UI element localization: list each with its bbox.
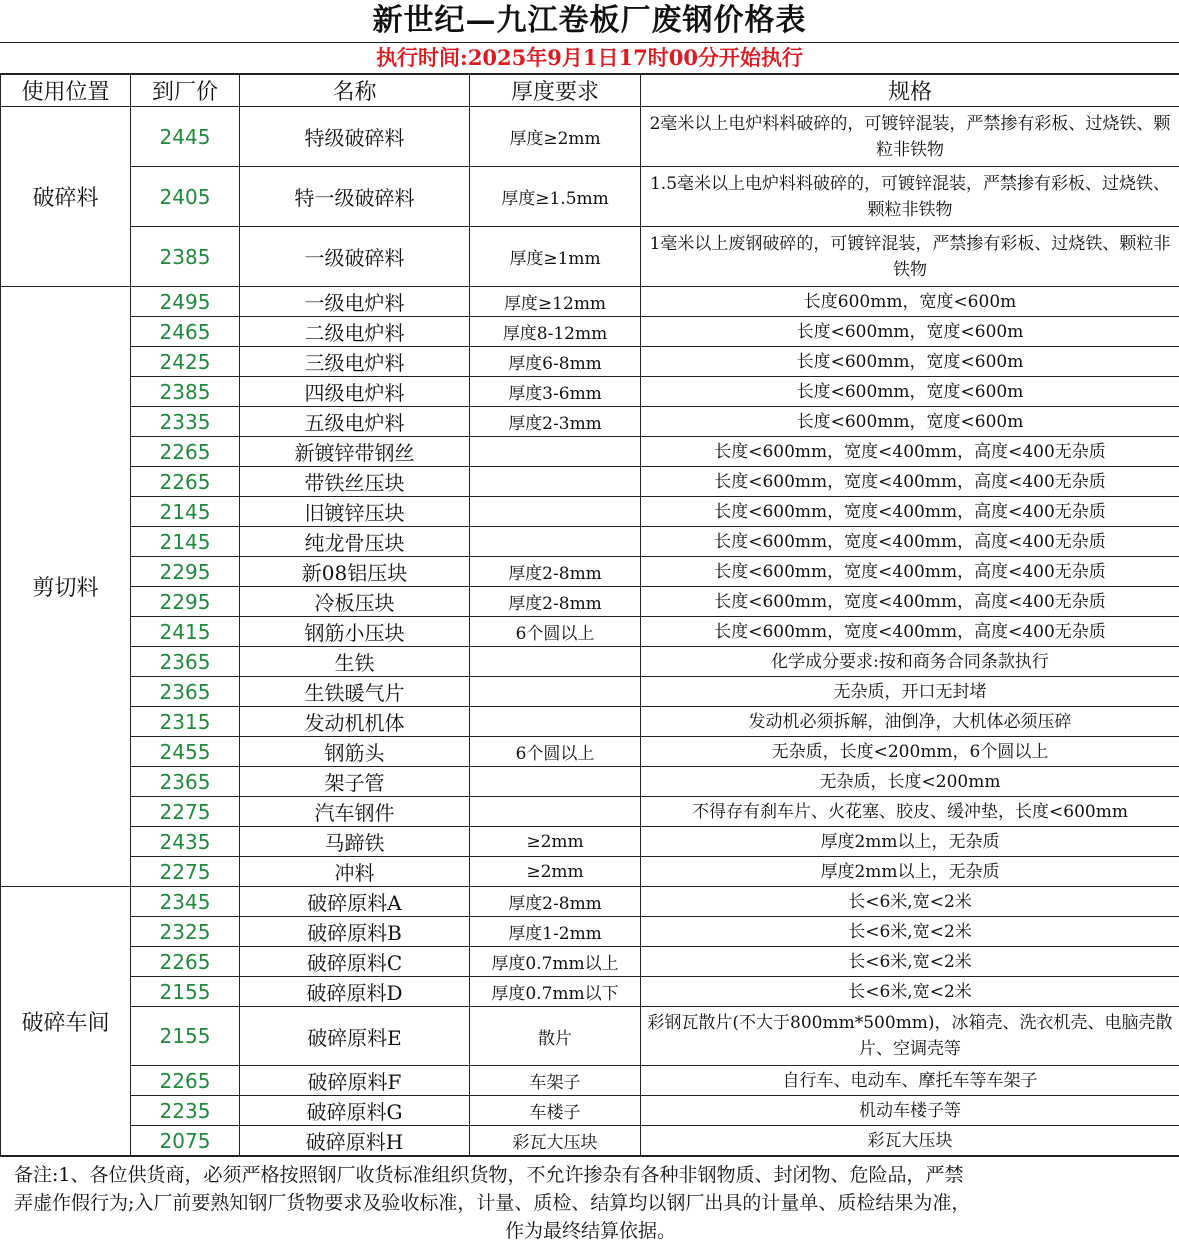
thickness-cell bbox=[470, 437, 641, 467]
spec-cell: 长度<600mm，宽度<600m bbox=[641, 407, 1179, 437]
spec-cell: 长<6米,宽<2米 bbox=[641, 947, 1179, 977]
spec-cell: 1.5毫米以上电炉料料破碎的，可镀锌混装，严禁掺有彩板、过烧铁、颗粒非铁物 bbox=[641, 167, 1179, 227]
price-cell: 2275 bbox=[131, 797, 240, 827]
remark-line-3: 作为最终结算依据。 bbox=[504, 1220, 676, 1242]
name-cell: 破碎原料B bbox=[240, 917, 470, 947]
table-row bbox=[1, 377, 1179, 407]
name-cell: 带铁丝压块 bbox=[240, 467, 470, 497]
header-price: 到厂价 bbox=[131, 75, 240, 107]
spec-cell: 长度600mm，宽度<600m bbox=[641, 287, 1179, 317]
spec-cell: 长度<600mm，宽度<400mm，高度<400无杂质 bbox=[641, 587, 1179, 617]
thickness-cell: 厚度2-3mm bbox=[470, 407, 641, 437]
name-cell: 发动机机体 bbox=[240, 707, 470, 737]
remark-line-2: 弄虚作假行为;入厂前要熟知钢厂货物要求及验收标准，计量、质检、结算均以钢厂出具的计量单、质检结果为准， bbox=[14, 1192, 971, 1214]
table-row bbox=[1, 1066, 1179, 1096]
effective-time: 执行时间:2025年9月1日17时00分开始执行 bbox=[0, 43, 1179, 74]
price-cell: 2295 bbox=[131, 587, 240, 617]
name-cell: 冲料 bbox=[240, 857, 470, 887]
spec-cell: 厚度2mm以上，无杂质 bbox=[641, 827, 1179, 857]
name-cell: 汽车钢件 bbox=[240, 797, 470, 827]
price-cell: 2435 bbox=[131, 827, 240, 857]
price-cell: 2495 bbox=[131, 287, 240, 317]
spec-cell: 长度<600mm，宽度<600m bbox=[641, 317, 1179, 347]
table-row bbox=[1, 407, 1179, 437]
thickness-cell bbox=[470, 707, 641, 737]
table-row bbox=[1, 1126, 1179, 1156]
spec-cell: 厚度2mm以上，无杂质 bbox=[641, 857, 1179, 887]
table-row bbox=[1, 737, 1179, 767]
price-cell: 2275 bbox=[131, 857, 240, 887]
name-cell: 破碎原料G bbox=[240, 1096, 470, 1126]
thickness-cell: 厚度≥2mm bbox=[470, 107, 641, 167]
name-cell: 旧镀锌压块 bbox=[240, 497, 470, 527]
thickness-cell: 厚度≥12mm bbox=[470, 287, 641, 317]
thickness-cell: 厚度1-2mm bbox=[470, 917, 641, 947]
name-cell: 生铁 bbox=[240, 647, 470, 677]
spec-cell: 长度<600mm，宽度<400mm，高度<400无杂质 bbox=[641, 437, 1179, 467]
spec-cell: 彩钢瓦散片(不大于800mm*500mm)，冰箱壳、洗衣机壳、电脑壳散片、空调壳等 bbox=[641, 1007, 1179, 1066]
table-row bbox=[1, 677, 1179, 707]
price-cell: 2155 bbox=[131, 1007, 240, 1066]
name-cell: 钢筋小压块 bbox=[240, 617, 470, 647]
name-cell: 架子管 bbox=[240, 767, 470, 797]
table-row bbox=[1, 647, 1179, 677]
thickness-cell bbox=[470, 767, 641, 797]
table-row bbox=[1, 1096, 1179, 1126]
thickness-cell: 车架子 bbox=[470, 1066, 641, 1096]
table-header-row bbox=[1, 75, 1179, 107]
price-cell: 2265 bbox=[131, 1066, 240, 1096]
price-cell: 2425 bbox=[131, 347, 240, 377]
name-cell: 新08铝压块 bbox=[240, 557, 470, 587]
name-cell: 破碎原料F bbox=[240, 1066, 470, 1096]
thickness-cell: 6个圆以上 bbox=[470, 737, 641, 767]
price-cell: 2365 bbox=[131, 767, 240, 797]
thickness-cell bbox=[470, 647, 641, 677]
spec-cell: 无杂质，长度<200mm，6个圆以上 bbox=[641, 737, 1179, 767]
thickness-cell bbox=[470, 527, 641, 557]
price-cell: 2455 bbox=[131, 737, 240, 767]
name-cell: 特级破碎料 bbox=[240, 107, 470, 167]
thickness-cell: 厚度2-8mm bbox=[470, 557, 641, 587]
name-cell: 三级电炉料 bbox=[240, 347, 470, 377]
price-cell: 2235 bbox=[131, 1096, 240, 1126]
spec-cell: 自行车、电动车、摩托车等车架子 bbox=[641, 1066, 1179, 1096]
header-position: 使用位置 bbox=[1, 75, 131, 107]
spec-cell: 化学成分要求:按和商务合同条款执行 bbox=[641, 647, 1179, 677]
spec-cell: 长<6米,宽<2米 bbox=[641, 977, 1179, 1007]
price-cell: 2445 bbox=[131, 107, 240, 167]
price-cell: 2385 bbox=[131, 227, 240, 287]
spec-cell: 长<6米,宽<2米 bbox=[641, 887, 1179, 917]
spec-cell: 机动车楼子等 bbox=[641, 1096, 1179, 1126]
table-body bbox=[1, 107, 1179, 1156]
category-cell: 剪切料 bbox=[1, 287, 131, 887]
table-row bbox=[1, 947, 1179, 977]
table-row bbox=[1, 827, 1179, 857]
name-cell: 五级电炉料 bbox=[240, 407, 470, 437]
table-row bbox=[1, 617, 1179, 647]
name-cell: 一级电炉料 bbox=[240, 287, 470, 317]
spec-cell: 长<6米,宽<2米 bbox=[641, 917, 1179, 947]
table-row bbox=[1, 557, 1179, 587]
name-cell: 二级电炉料 bbox=[240, 317, 470, 347]
table-row bbox=[1, 227, 1179, 287]
name-cell: 马蹄铁 bbox=[240, 827, 470, 857]
header-spec: 规格 bbox=[641, 75, 1179, 107]
thickness-cell: 散片 bbox=[470, 1007, 641, 1066]
spec-cell: 无杂质，开口无封堵 bbox=[641, 677, 1179, 707]
table-row bbox=[1, 1007, 1179, 1066]
table-row bbox=[1, 167, 1179, 227]
spec-cell: 长度<600mm，宽度<400mm，高度<400无杂质 bbox=[641, 467, 1179, 497]
page-title: 新世纪—九江卷板厂废钢价格表 bbox=[0, 0, 1179, 43]
thickness-cell: 厚度6-8mm bbox=[470, 347, 641, 377]
table-row bbox=[1, 497, 1179, 527]
spec-cell: 长度<600mm，宽度<400mm，高度<400无杂质 bbox=[641, 497, 1179, 527]
price-cell: 2345 bbox=[131, 887, 240, 917]
thickness-cell bbox=[470, 497, 641, 527]
table-row bbox=[1, 317, 1179, 347]
table-row bbox=[1, 707, 1179, 737]
table-row bbox=[1, 917, 1179, 947]
spec-cell: 长度<600mm，宽度<400mm，高度<400无杂质 bbox=[641, 557, 1179, 587]
spec-cell: 长度<600mm，宽度<400mm，高度<400无杂质 bbox=[641, 527, 1179, 557]
spec-cell: 长度<600mm，宽度<400mm，高度<400无杂质 bbox=[641, 617, 1179, 647]
thickness-cell bbox=[470, 677, 641, 707]
spec-cell: 不得存有刹车片、火花塞、胶皮、缓冲垫，长度<600mm bbox=[641, 797, 1179, 827]
table-row bbox=[1, 887, 1179, 917]
table-row bbox=[1, 527, 1179, 557]
table-row bbox=[1, 857, 1179, 887]
name-cell: 破碎原料H bbox=[240, 1126, 470, 1156]
category-cell: 破碎料 bbox=[1, 107, 131, 287]
table-row bbox=[1, 107, 1179, 167]
thickness-cell: 6个圆以上 bbox=[470, 617, 641, 647]
name-cell: 钢筋头 bbox=[240, 737, 470, 767]
thickness-cell: 厚度0.7mm以下 bbox=[470, 977, 641, 1007]
price-cell: 2415 bbox=[131, 617, 240, 647]
price-cell: 2385 bbox=[131, 377, 240, 407]
spec-cell: 发动机必须拆解，油倒净，大机体必须压碎 bbox=[641, 707, 1179, 737]
spec-cell: 2毫米以上电炉料料破碎的，可镀锌混装，严禁掺有彩板、过烧铁、颗粒非铁物 bbox=[641, 107, 1179, 167]
price-cell: 2265 bbox=[131, 437, 240, 467]
category-cell: 破碎车间 bbox=[1, 887, 131, 1156]
spec-cell: 长度<600mm，宽度<600m bbox=[641, 347, 1179, 377]
price-cell: 2365 bbox=[131, 647, 240, 677]
name-cell: 一级破碎料 bbox=[240, 227, 470, 287]
thickness-cell: ≥2mm bbox=[470, 857, 641, 887]
price-cell: 2405 bbox=[131, 167, 240, 227]
name-cell: 破碎原料E bbox=[240, 1007, 470, 1066]
name-cell: 破碎原料D bbox=[240, 977, 470, 1007]
table-row bbox=[1, 587, 1179, 617]
thickness-cell: 厚度≥1mm bbox=[470, 227, 641, 287]
name-cell: 破碎原料A bbox=[240, 887, 470, 917]
table-row bbox=[1, 437, 1179, 467]
price-cell: 2365 bbox=[131, 677, 240, 707]
price-cell: 2075 bbox=[131, 1126, 240, 1156]
spec-cell: 彩瓦大压块 bbox=[641, 1126, 1179, 1156]
table-row bbox=[1, 767, 1179, 797]
table-row bbox=[1, 797, 1179, 827]
thickness-cell: 厚度0.7mm以上 bbox=[470, 947, 641, 977]
thickness-cell: 厚度8-12mm bbox=[470, 317, 641, 347]
price-cell: 2465 bbox=[131, 317, 240, 347]
table-row bbox=[1, 287, 1179, 317]
price-cell: 2265 bbox=[131, 947, 240, 977]
table-row bbox=[1, 347, 1179, 377]
name-cell: 纯龙骨压块 bbox=[240, 527, 470, 557]
name-cell: 生铁暖气片 bbox=[240, 677, 470, 707]
header-name: 名称 bbox=[240, 75, 470, 107]
price-table bbox=[0, 74, 1179, 1156]
remark-line-1: 备注:1、各位供货商，必须严格按照钢厂收货标准组织货物，不允许掺杂有各种非钢物质、封闭物、危险品，严禁 bbox=[14, 1164, 964, 1186]
name-cell: 破碎原料C bbox=[240, 947, 470, 977]
price-cell: 2325 bbox=[131, 917, 240, 947]
name-cell: 特一级破碎料 bbox=[240, 167, 470, 227]
table-row bbox=[1, 467, 1179, 497]
spec-cell: 长度<600mm，宽度<600m bbox=[641, 377, 1179, 407]
remark-note bbox=[0, 1156, 1179, 1245]
thickness-cell: ≥2mm bbox=[470, 827, 641, 857]
thickness-cell bbox=[470, 467, 641, 497]
price-cell: 2155 bbox=[131, 977, 240, 1007]
price-cell: 2265 bbox=[131, 467, 240, 497]
thickness-cell: 厚度3-6mm bbox=[470, 377, 641, 407]
spec-cell: 无杂质，长度<200mm bbox=[641, 767, 1179, 797]
name-cell: 新镀锌带钢丝 bbox=[240, 437, 470, 467]
price-cell: 2145 bbox=[131, 497, 240, 527]
price-cell: 2145 bbox=[131, 527, 240, 557]
name-cell: 四级电炉料 bbox=[240, 377, 470, 407]
name-cell: 冷板压块 bbox=[240, 587, 470, 617]
thickness-cell: 厚度2-8mm bbox=[470, 587, 641, 617]
header-thickness: 厚度要求 bbox=[470, 75, 641, 107]
thickness-cell: 车楼子 bbox=[470, 1096, 641, 1126]
thickness-cell bbox=[470, 797, 641, 827]
thickness-cell: 彩瓦大压块 bbox=[470, 1126, 641, 1156]
spec-cell: 1毫米以上废钢破碎的，可镀锌混装，严禁掺有彩板、过烧铁、颗粒非铁物 bbox=[641, 227, 1179, 287]
thickness-cell: 厚度2-8mm bbox=[470, 887, 641, 917]
price-cell: 2335 bbox=[131, 407, 240, 437]
table-row bbox=[1, 977, 1179, 1007]
price-cell: 2315 bbox=[131, 707, 240, 737]
price-cell: 2295 bbox=[131, 557, 240, 587]
thickness-cell: 厚度≥1.5mm bbox=[470, 167, 641, 227]
